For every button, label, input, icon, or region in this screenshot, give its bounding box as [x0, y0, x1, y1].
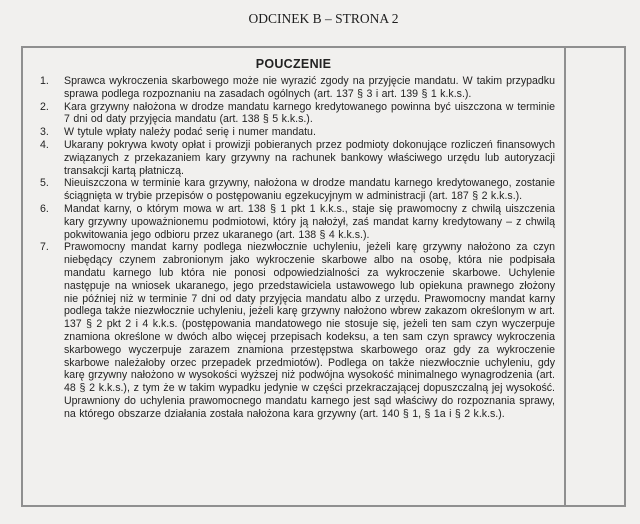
page-header-title: ODCINEK B – STRONA 2: [248, 11, 399, 26]
notice-item-number: 3.: [40, 126, 49, 139]
notice-item-number: 6.: [40, 202, 49, 215]
notice-title: POUCZENIE: [255, 57, 332, 71]
notice-item-number: 2.: [40, 100, 49, 113]
notice-item: [23, 177, 564, 203]
notice-item-text: Mandat karny, o którym mowa w art. 138 § 1 pkt 1 k.k.s., staje się prawomocny z chwilą uiszczenia kary grzywny upoważnionemu podmiotowi, który ją nałożył, zaś mandat karny kredytowany – z chwilą pokwitowania jego odbioru przez ukaranego (art. 138 § 4 k.k.s.).: [64, 202, 555, 241]
notice-item: [23, 241, 564, 420]
notice-item-number: 7.: [40, 241, 49, 254]
notice-item-text: Kara grzywny nałożona w drodze mandatu karnego kredytowanego powinna być uiszczona w terminie 7 dni od daty przyjęcia mandatu (art. 138 § 5 k.k.s.).: [64, 100, 555, 126]
notice-item-text: Prawomocny mandat karny podlega niezwłocznie uchyleniu, jeżeli karę grzywny nałożono za czyn niebędący czynem zabronionym jako wykroczenie skarbowe albo na osobę, która nie podpisała mandatu karnego lub która nie ponosi odpowiedzialności za wykroczenie skarbowe. Uchylenie następuje na wniosek ukaranego, jego przedstawiciela ustawowego lub opiekuna prawnego złożony nie później niż w terminie 7 dni od daty przyjęcia mandatu albo z urzędu. Prawomocny mandat karny podlega także niezwłocznie uchyleniu, jeżeli karę grzywny nałożono wbrew zakazom określonym w art. 137 § 2 pkt 2 i 4 k.k.s. (postępowania mandatowego nie stosuje się, jeżeli ten sam czyn wyczerpuje znamiona określone w dwóch albo więcej przepisach kodeksu, a ten sam czyn sprawcy wykroczenia skarbowego wyczerpuje zarazem znamiona przestępstwa skarbowego oraz gdy za wykroczenie skarbowe należałoby orzec przepadek przedmiotów). Podlega on także niezwłocznie uchyleniu, gdy karę grzywny nałożono w wysokości wyższej niż podwójna wysokość minimalnego wynagrodzenia (art. 48 § 2 k.k.s.), z tym że w takim wypadku jedynie w części przekraczającej dopuszczalną jej wysokość. Uprawniony do uchylenia prawomocnego mandatu karnego jest sąd właściwy do rozpoznania sprawy, na którego obszarze działania została nałożona kara grzywny (art. 140 § 1, § 1a i § 2 k.k.s.).: [64, 241, 555, 420]
notice-item: [23, 203, 564, 241]
notice-item-text: Ukarany pokrywa kwoty opłat i prowizji pobieranych przez podmioty dokonujące rozliczeń finansowych związanych z przekazaniem kary grzywny na rachunek bankowy właściwego urzędu lub autoryzacji transakcji kartą płatniczą.: [64, 138, 555, 177]
notice-item: [23, 101, 564, 127]
notice-item-number: 4.: [40, 138, 49, 151]
notice-item-number: 1.: [40, 75, 49, 87]
notice-item-text: W tytule wpłaty należy podać serię i numer mandatu.: [64, 126, 316, 139]
notice-item-text: Sprawca wykroczenia skarbowego może nie wyrazić zgody na przyjęcie mandatu. W takim przypadku sprawa podlega rozpoznaniu na zasadach ogólnych (art. 137 § 3 i art. 139 § 1 k.k.s.).: [64, 75, 555, 100]
notice-item-text: Nieuiszczona w terminie kara grzywny, nałożona w drodze mandatu karnego kredytowanego, zostanie ściągnięta w trybie przepisów o postępowaniu egzekucyjnym w administracji (art. 187 § 2 k.k.s.).: [64, 177, 555, 203]
notice-item-number: 5.: [40, 177, 49, 190]
notice-list: [23, 75, 564, 421]
notice-item: [23, 139, 564, 177]
pouczenie-cell: [23, 48, 566, 505]
notice-item: [23, 75, 564, 101]
notice-item: [23, 126, 564, 139]
pouczenie-table: [21, 46, 626, 507]
empty-side-column: [566, 48, 624, 505]
